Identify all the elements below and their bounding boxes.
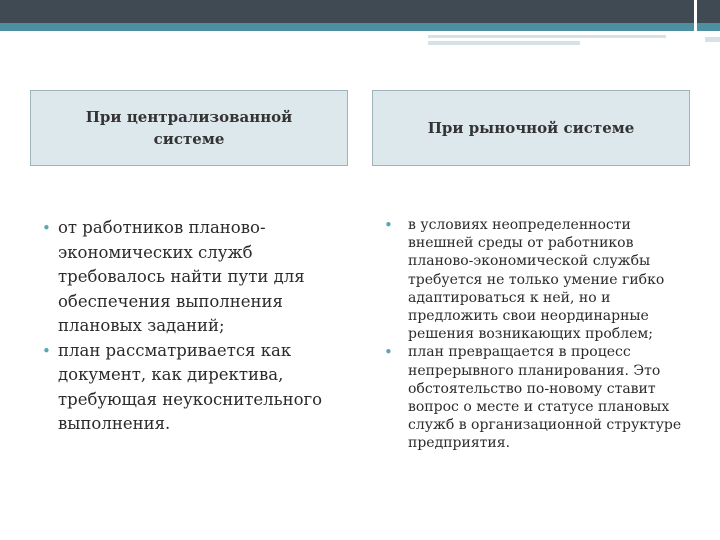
list-item-text: план превращается в процесс непрерывного планирования. Это обстоятельство по-новому ставит вопрос о месте и статусе плановых служб в организационной структуре предприятия. bbox=[408, 344, 682, 452]
list-item bbox=[380, 216, 695, 343]
band-dark bbox=[0, 0, 694, 23]
list-item-text: план рассматривается как документ, как директива, требующая неукоснительного выполнения. bbox=[58, 340, 323, 433]
bullet-icon: • bbox=[384, 343, 393, 362]
left-column-header bbox=[30, 90, 348, 166]
list-item-text: от работников планово-экономических служб требовалось найти пути для обеспечения выполнения плановых заданий; bbox=[58, 218, 305, 335]
bullet-icon: • bbox=[42, 341, 51, 360]
list-item-text: в условиях неопределенности внешней среды от работников планово-экономической службы требуется не только умение гибко адаптироваться к ней, но и предложить свои неординарные решения возникающих проблем; bbox=[408, 217, 665, 343]
list-item bbox=[380, 343, 695, 452]
right-column-list bbox=[380, 216, 695, 453]
list-item bbox=[30, 216, 350, 339]
band-dark-right bbox=[697, 0, 720, 23]
band-teal-right bbox=[697, 23, 720, 31]
band-light-line bbox=[428, 35, 666, 38]
right-header-text: При рыночной системе bbox=[427, 119, 635, 137]
right-column-header bbox=[372, 90, 690, 166]
list-item bbox=[30, 339, 350, 437]
top-decorative-band bbox=[0, 0, 720, 36]
bullet-icon: • bbox=[384, 216, 393, 234]
band-light-line bbox=[705, 37, 720, 42]
left-column-list bbox=[30, 216, 350, 437]
left-header-text: При централизованной системе bbox=[85, 108, 293, 148]
band-teal bbox=[0, 23, 694, 31]
bullet-icon: • bbox=[42, 219, 51, 237]
band-light-line bbox=[428, 41, 580, 45]
